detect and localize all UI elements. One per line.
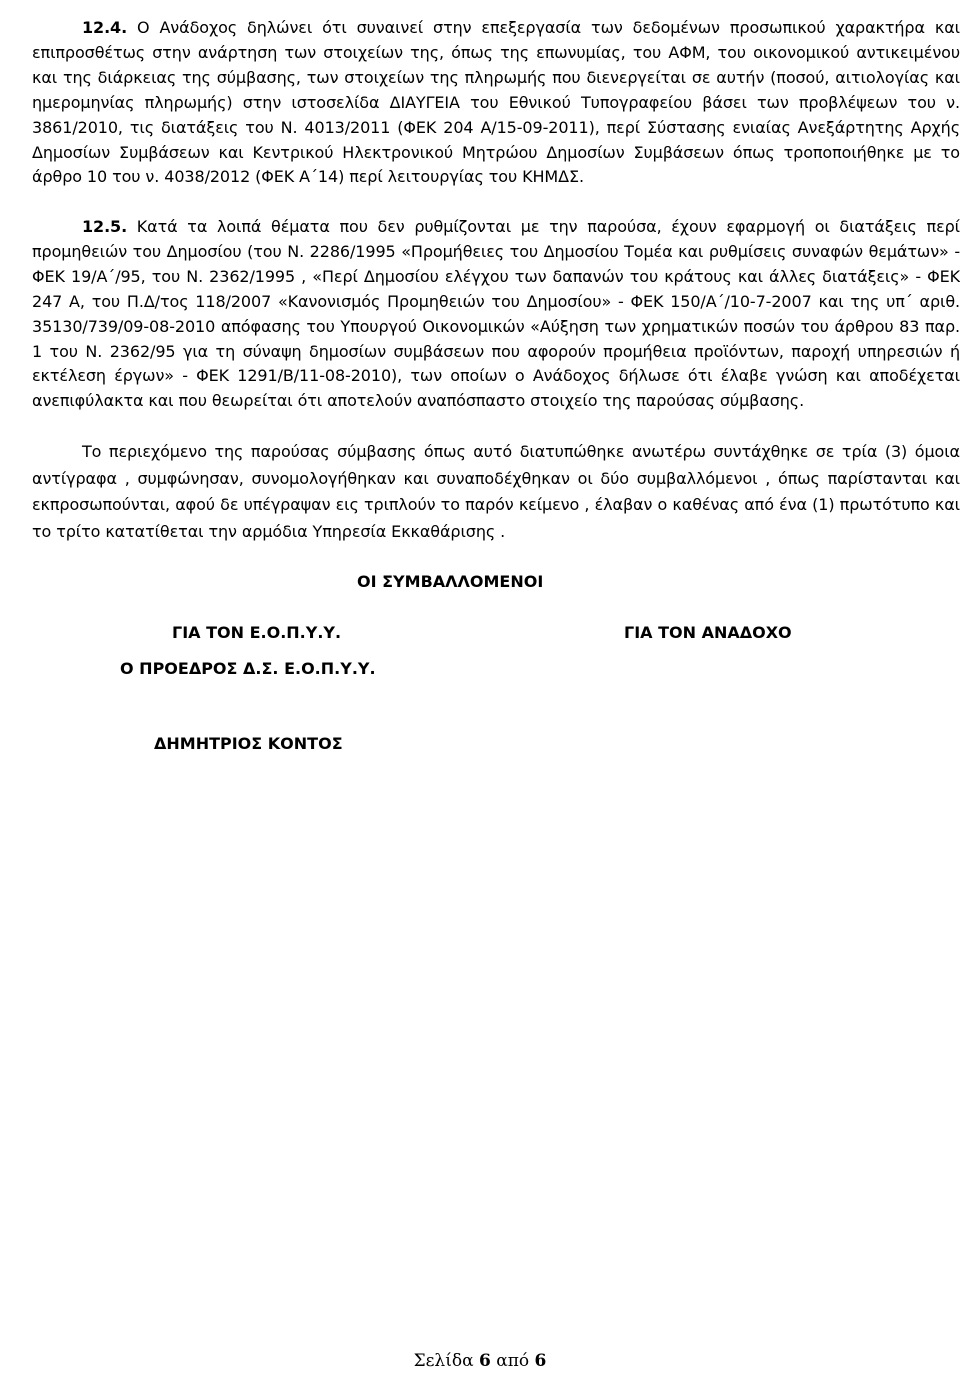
page-number: 6 [479,1351,491,1371]
clause-number: 12.5. [82,217,128,236]
of-label: από [496,1351,530,1371]
signatory-right-party: ΓΙΑ ΤΟΝ ΑΝΑΔΟΧΟ [624,623,792,642]
closing-paragraph: Το περιεχόμενο της παρούσας σύμβασης όπως αυτό διατυπώθηκε ανωτέρω συντάχθηκε σε τρία (3) όμοια αντίγραφα , συμφώνησαν, συνομολογήθηκαν και συναποδέχθηκαν οι δύο συμβαλλόμενοι , όπως παρίστανται και εκπροσωπούνται, αφού δε υπέγραψαν εις τριπλούν το παρόν κείμενο , έλαβαν ο καθένας από ένα (1) πρωτότυπο και το τρίτο κατατίθεται την αρμόδια Υπηρεσία Εκκαθάρισης . [32,442,960,541]
signatory-left-name: ΔΗΜΗΤΡΙΟΣ ΚΟΝΤΟΣ [154,734,343,753]
clause-text: Ο Ανάδοχος δηλώνει ότι συναινεί στην επεξεργασία των δεδομένων προσωπικού χαρακτήρα και επιπροσθέτως στην ανάρτηση των στοιχείων της, όπως της επωνυμίας, του ΑΦΜ, του οικονομικού αντικειμένου και της διάρκειας της σύμβασης, των στοιχείων της πληρωμής που διενεργείται σε αυτήν (ποσού, αιτιολογίας και ημερομηνίας πληρωμής) στην ιστοσελίδα ΔΙΑΥΓΕΙΑ του Εθνικού Τυπογραφείου βάσει των προβλέψεων του ν. 3861/2010, τις διατάξεις του Ν. 4013/2011 (ΦΕΚ 204 Α/15-09-2011), περί Σύστασης ενιαίας Ανεξάρτητης Αρχής Δημοσίων Συμβάσεων και Κεντρικού Ηλεκτρονικού Μητρώου Δημοσίων Συμβάσεων όπως τροποποιήθηκε με το άρθρο 10 του ν. 4038/2012 (ΦΕΚ Α΄14) περί λειτουργίας του ΚΗΜΔΣ. [32,18,960,187]
total-pages: 6 [534,1351,547,1371]
page-label: Σελίδα [413,1351,474,1371]
signatories-heading: ΟΙ ΣΥΜΒΑΛΛΟΜΕΝΟΙ [357,572,544,591]
signatory-left-role: Ο ΠΡΟΕΔΡΟΣ Δ.Σ. Ε.Ο.Π.Υ.Υ. [120,659,376,678]
clause-12-5 [32,215,960,414]
clause-text: Κατά τα λοιπά θέματα που δεν ρυθμίζονται με την παρούσα, έχουν εφαρμογή οι διατάξεις περί προμηθειών του Δημοσίου (του Ν. 2286/1995 «Προμήθειες του Δημοσίου Τομέα και ρυθμίσεις συναφών θεμάτων» - ΦΕΚ 19/Α΄/95, του Ν. 2362/1995 , «Περί Δημοσίου ελέγχου των δαπανών του κράτους και άλλες διατάξεις» - ΦΕΚ 247 Α, του Π.Δ/τος 118/2007 «Κανονισμός Προμηθειών του Δημοσίου» - ΦΕΚ 150/Α΄/10-7-2007 και της υπ΄ αριθ. 35130/739/09-08-2010 απόφασης του Υπουργού Οικονομικών «Αύξηση των χρηματικών ποσών του άρθρου 83 παρ. 1 του Ν. 2362/95 για τη σύναψη δημοσίων συμβάσεων που αφορούν προμήθεια προϊόντων, παροχή υπηρεσιών ή εκτέλεση έργων» - ΦΕΚ 1291/Β/11-08-2010), των οποίων ο Ανάδοχος δήλωσε ότι έλαβε γνώση και αποδέχεται ανεπιφύλακτα και που θεωρείται ότι αποτελούν αναπόσπαστο στοιχείο της παρούσας σύμβασης. [32,217,960,411]
signatory-left-party: ΓΙΑ ΤΟΝ Ε.Ο.Π.Υ.Υ. [172,623,342,642]
clause-12-4 [32,16,960,190]
page-footer [0,1351,960,1371]
clause-number: 12.4. [82,18,128,37]
